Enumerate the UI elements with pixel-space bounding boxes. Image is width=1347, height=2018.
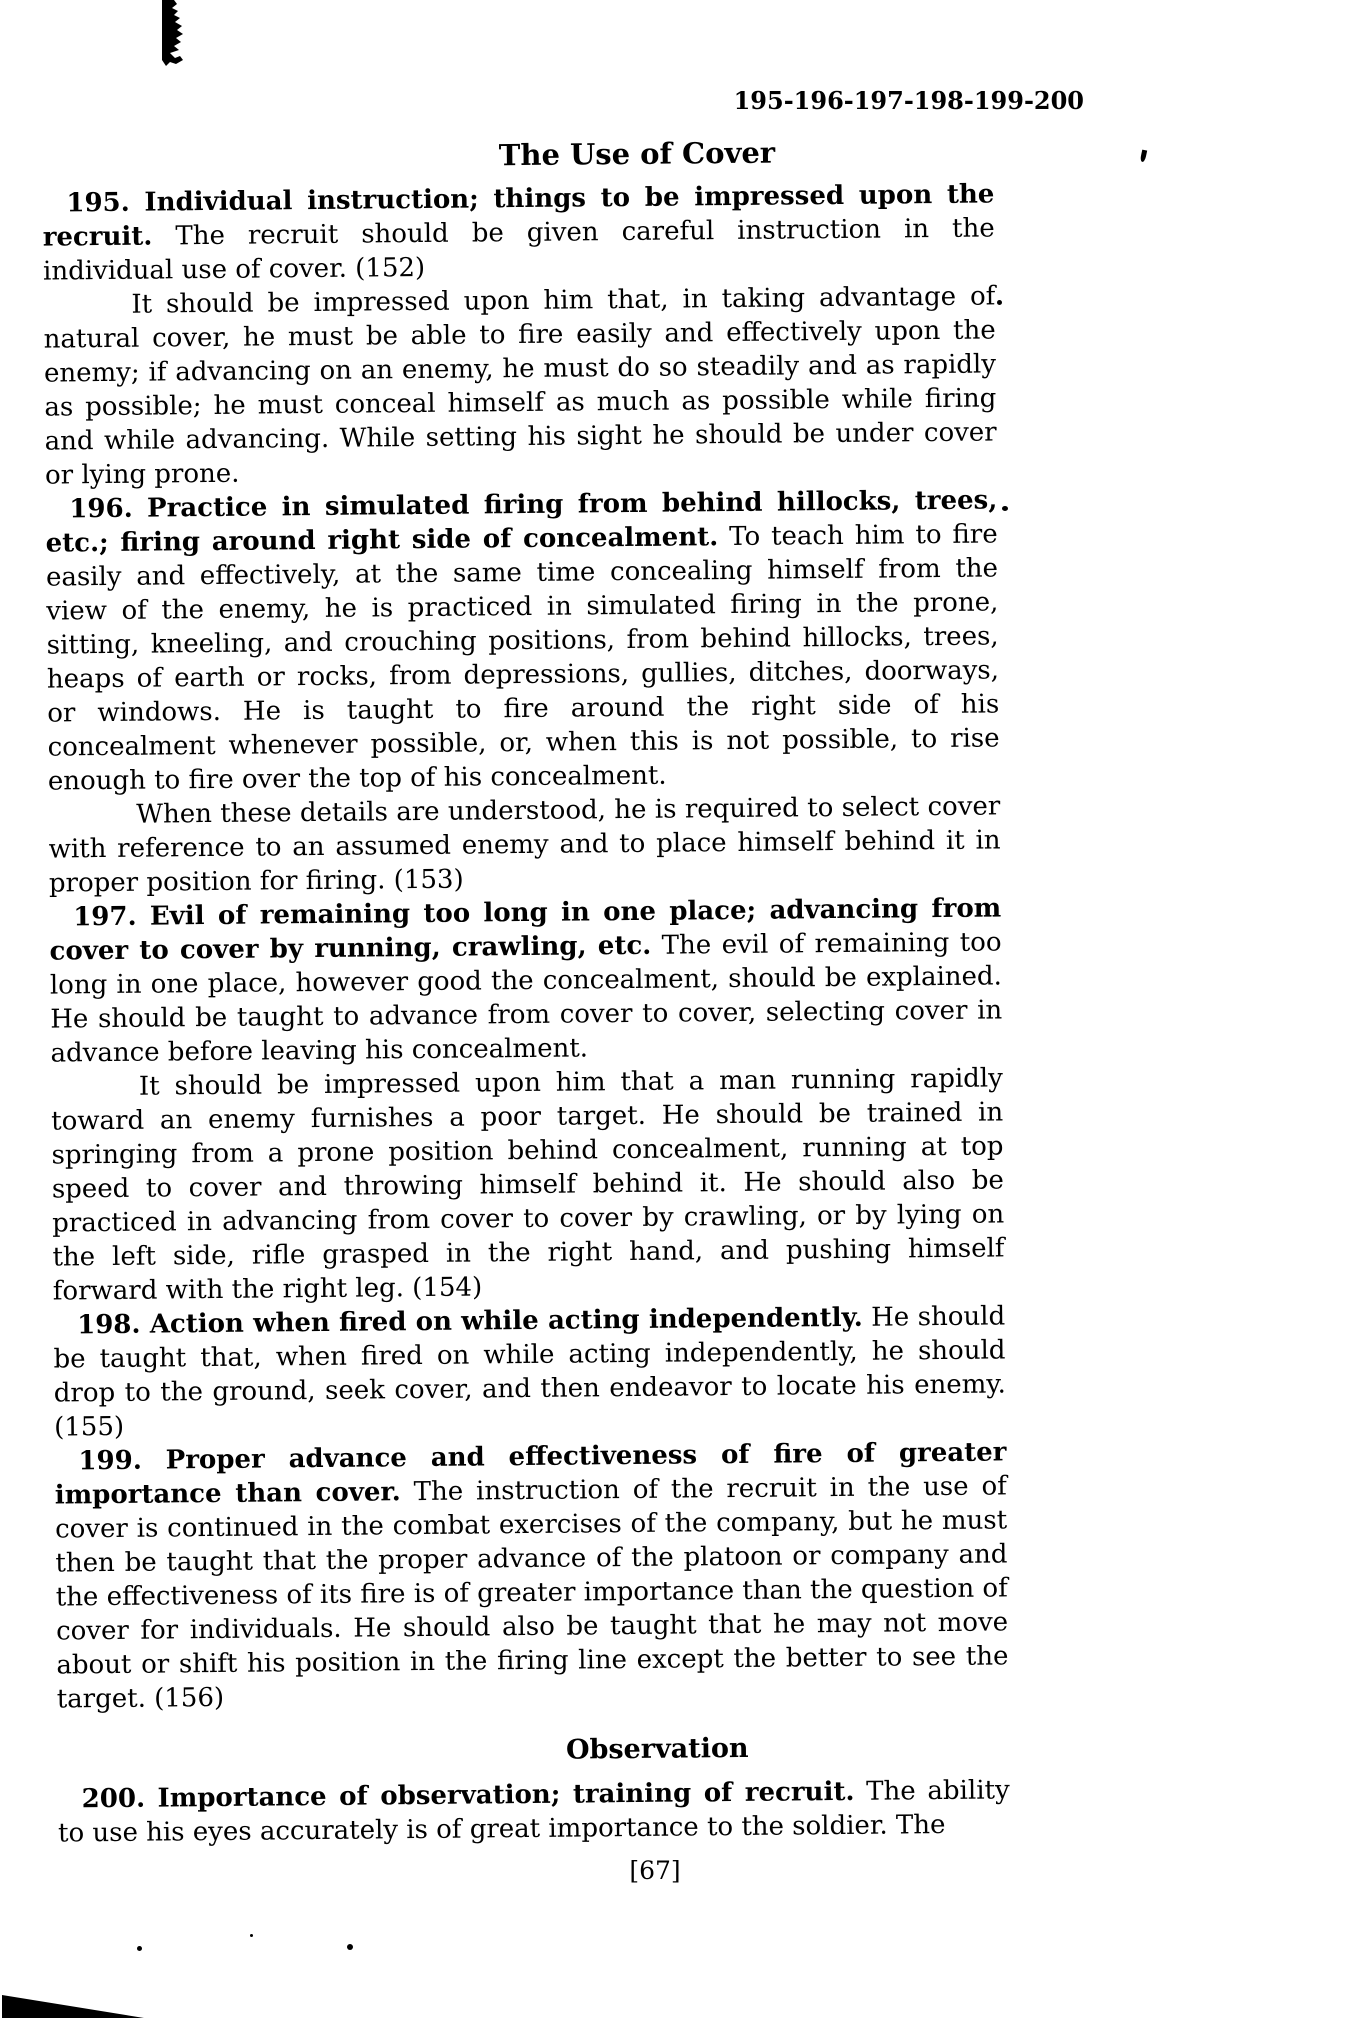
paragraph-195 [42,177,995,288]
paragraph-197-heading: 197. Evil of remaining too long in one place; advancing from cover to cover by running, crawling, etc. [49,893,1002,967]
page-header-numbers: 195-196-197-198-199-200 [733,86,1084,115]
paragraph-198 [53,1299,1006,1444]
scan-speck [1140,150,1147,163]
scan-corner-artifact [2,1995,144,2018]
paragraph-196 [45,483,1000,798]
paragraph-196-continuation [48,789,1001,900]
paragraph-200-body: The ability to use his eyes accurately is of great importance to the soldier. The [57,1775,1010,1849]
paragraph-198-body: He should be taught that, when fired on while acting independently, he should drop to the ground, seek cover, and then endeavor to locate his enemy. (155) [53,1301,1006,1443]
scan-speck [137,1946,142,1951]
paragraph-195-heading: 195. Individual instruction; things to be impressed upon the recruit. [42,179,995,253]
paragraph-200-heading: 200. Importance of observation; training of recruit. [81,1776,855,1815]
paragraph-199-body: The instruction of the recruit in the use of cover is continued in the combat exercises of the company, but he must then be taught that the proper advance of the platoon or company and the effectiveness of its fire is of greater importance than the question of cover for individuals. He should also be taught that he may not move about or shift his position in the firing line except the better to see the target. (156) [54,1471,1009,1715]
scan-speck [347,1944,353,1950]
paragraph-197-body: The evil of remaining too long in one place, however good the concealment, should be explained. He should be taught to advance from cover to cover, selecting cover in advance before leaving his concealment. [49,927,1003,1069]
paragraph-199-heading: 199. Proper advance and effectiveness of fire of greater importance than cover. [54,1437,1007,1511]
paragraph-195-continuation [43,279,997,492]
paragraph-198-heading: 198. Action when fired on while acting independently. [77,1302,863,1341]
paragraph-196-continuation-text: When these details are understood, he is required to select cover with reference to an assumed enemy and to place himself behind it in proper position for firing. (153) [48,791,1001,899]
text-block [42,133,1010,1850]
ink-blot-artifact [160,0,190,70]
paragraph-197 [49,891,1003,1070]
paragraph-195-continuation-text: It should be impressed upon him that, in taking advantage of natural cover, he must be able to fire easily and effectively upon the enemy; if advancing on an enemy, he must do so steadily and as rapidly as possible; he must conceal himself as much as possible while firing and while advancing. While setting his sight he should be under cover or lying prone. [43,281,997,491]
paragraph-196-heading: 196. Practice in simulated firing from behind hillocks, trees, etc.; firing around right side of concealment. [45,485,998,559]
scan-speck [997,300,1002,305]
page-number: [67] [629,1856,681,1885]
section-heading-observation: Observation [565,1732,749,1766]
scan-speck [1002,506,1008,511]
paragraph-195-body: The recruit should be given careful instruction in the individual use of cover. (152) [42,213,995,287]
scan-speck [250,1934,253,1937]
paragraph-199 [54,1435,1009,1716]
paragraph-200 [58,1773,1011,1850]
page-title: The Use of Cover [498,135,776,173]
paragraph-197-continuation [51,1061,1005,1308]
paragraph-197-continuation-text: It should be impressed upon him that a man running rapidly toward an enemy furnishes a poor target. He should be trained in springing from a prone position behind concealment, running at top speed to cover and throwing himself behind it. He should also be practiced in advancing from cover to cover by crawling, or by lying on the left side, rifle grasped in the right hand, and pushing himself forward with the right leg. (154) [51,1063,1005,1307]
paragraph-196-body: To teach him to fire easily and effectively, at the same time concealing himself from the view of the enemy, he is practiced in simulated firing in the prone, sitting, kneeling, and crouching positions, from behind hillocks, trees, heaps of earth or rocks, from depressions, gullies, ditches, doorways, or windows. He is taught to fire around the right side of his concealment whenever possible, or, when this is not possible, to rise enough to fire over the top of his concealment. [45,519,1000,797]
